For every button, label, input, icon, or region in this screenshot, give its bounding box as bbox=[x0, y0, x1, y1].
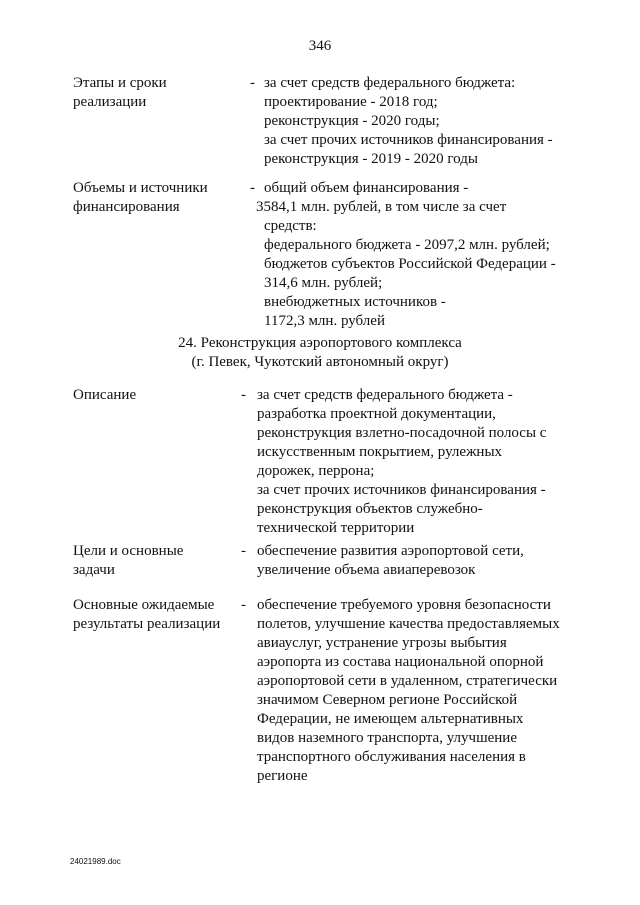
value-line: реконструкция - 2020 годы; bbox=[264, 113, 440, 129]
value-line: реконструкция взлетно-посадочной полосы с bbox=[257, 425, 547, 441]
label-line: Объемы и источники bbox=[73, 180, 208, 196]
row-label bbox=[73, 386, 233, 405]
row-label bbox=[73, 596, 233, 634]
value-line: обеспечение требуемого уровня безопасности bbox=[257, 597, 551, 613]
value-line: проектирование - 2018 год; bbox=[264, 94, 438, 110]
row-value bbox=[257, 596, 560, 786]
value-line: внебюджетных источников - bbox=[264, 294, 446, 310]
value-line: искусственным покрытием, рулежных bbox=[257, 444, 503, 460]
value-line: реконструкция - 2019 - 2020 годы bbox=[264, 151, 478, 167]
value-line: 1172,3 млн. рублей bbox=[264, 313, 385, 329]
value-line: видов наземного транспорта, улучшение bbox=[257, 730, 517, 746]
row-value bbox=[264, 74, 553, 169]
row-dash: - bbox=[241, 387, 246, 403]
value-line: технической территории bbox=[257, 520, 415, 536]
row-value bbox=[256, 179, 556, 331]
value-line: Федерации, не имеющем альтернативных bbox=[257, 711, 524, 727]
value-line: разработка проектной документации, bbox=[257, 406, 496, 422]
value-line: за счет прочих источников финансирования - bbox=[257, 482, 546, 498]
row-label bbox=[73, 542, 233, 580]
section-title bbox=[0, 334, 640, 372]
label-line: Основные ожидаемые bbox=[73, 597, 215, 613]
row-value bbox=[257, 386, 546, 538]
value-line: бюджетов субъектов Российской Федерации - bbox=[264, 256, 556, 272]
label-line: Описание bbox=[73, 387, 137, 403]
value-line: обеспечение развития аэропортовой сети, bbox=[257, 543, 524, 559]
value-line: авиауслуг, устранение угрозы выбытия bbox=[257, 635, 507, 651]
value-line: средств: bbox=[264, 218, 317, 234]
value-line: за счет прочих источников финансирования - bbox=[264, 132, 553, 148]
row-dash: - bbox=[250, 180, 255, 196]
row-dash: - bbox=[241, 597, 246, 613]
value-line: аэропортовой сети в удаленном, стратегически bbox=[257, 673, 558, 689]
section-title-line: (г. Певек, Чукотский автономный округ) bbox=[191, 354, 449, 370]
section-title-line: 24. Реконструкция аэропортового комплекса bbox=[178, 335, 462, 351]
label-line: Цели и основные bbox=[73, 543, 184, 559]
row-label bbox=[73, 179, 233, 217]
label-line: финансирования bbox=[73, 199, 180, 215]
footer-filename: 24021989.doc bbox=[70, 857, 121, 866]
value-line: увеличение объема авиаперевозок bbox=[257, 562, 476, 578]
label-line: результаты реализации bbox=[73, 616, 221, 632]
value-line: аэропорта из состава национальной опорной bbox=[257, 654, 544, 670]
row-value bbox=[257, 542, 524, 580]
value-line: за счет средств федерального бюджета - bbox=[257, 387, 513, 403]
value-line: реконструкция объектов служебно- bbox=[257, 501, 483, 517]
label-line: задачи bbox=[73, 562, 115, 578]
label-line: реализации bbox=[73, 94, 147, 110]
value-line: 3584,1 млн. рублей, в том числе за счет bbox=[256, 199, 507, 215]
value-line: 314,6 млн. рублей; bbox=[264, 275, 383, 291]
value-line: общий объем финансирования - bbox=[264, 180, 469, 196]
value-line: значимом Северном регионе Российской bbox=[257, 692, 518, 708]
row-dash: - bbox=[241, 543, 246, 559]
value-line: регионе bbox=[257, 768, 308, 784]
label-line: Этапы и сроки bbox=[73, 75, 167, 91]
value-line: за счет средств федерального бюджета: bbox=[264, 75, 516, 91]
value-line: полетов, улучшение качества предоставляемых bbox=[257, 616, 560, 632]
page-number: 346 bbox=[308, 38, 332, 54]
row-label bbox=[73, 74, 233, 112]
row-dash: - bbox=[250, 75, 255, 91]
value-line: транспортного обслуживания населения в bbox=[257, 749, 526, 765]
value-line: федерального бюджета - 2097,2 млн. рублей; bbox=[264, 237, 550, 253]
value-line: дорожек, перрона; bbox=[257, 463, 375, 479]
